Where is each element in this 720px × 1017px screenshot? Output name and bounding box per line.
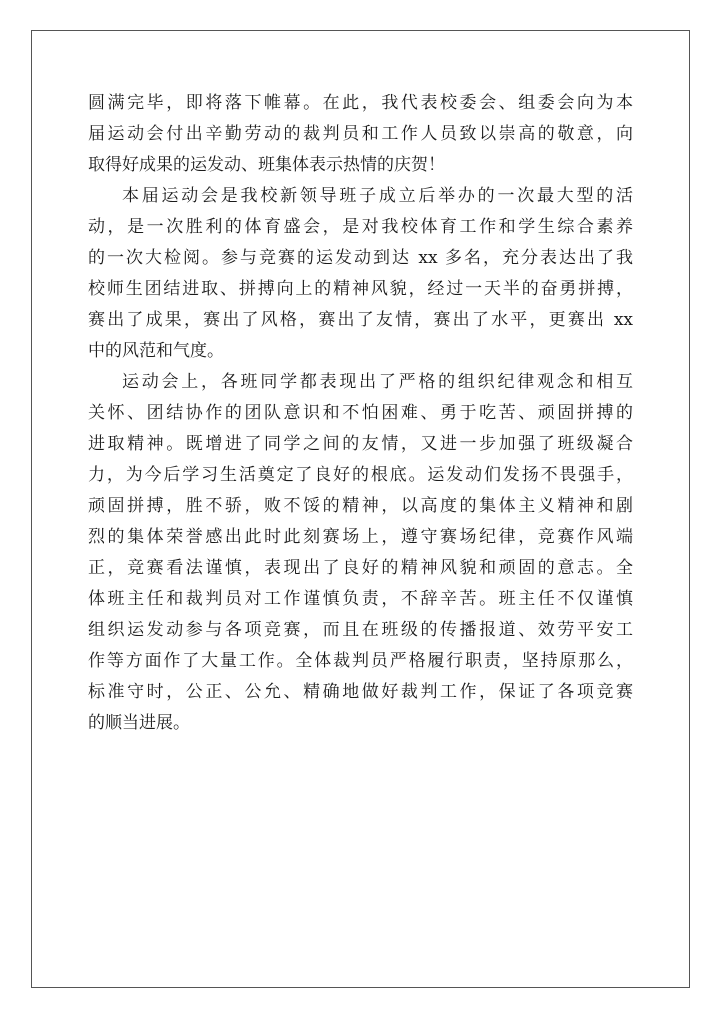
text-line: 标准守时，公正、公允、精确地做好裁判工作，保证了各项竞赛 (88, 682, 633, 702)
document-body (88, 88, 633, 739)
text-line: 组织运发动参与各项竞赛，而且在班级的传播报道、效劳平安工 (88, 620, 633, 640)
text-line: 运动会上，各班同学都表现出了严格的组织纪律观念和相互 (122, 372, 633, 392)
paragraph-3 (88, 367, 633, 739)
text-line: 顽固拼搏，胜不骄，败不馁的精神，以高度的集体主义精神和剧 (88, 496, 633, 516)
paragraph-2 (88, 181, 633, 367)
text-line: 的一次大检阅。参与竞赛的运发动到达 xx 多名，充分表达出了我 (88, 248, 633, 268)
text-line: 动，是一次胜利的体育盛会，是对我校体育工作和学生综合素养 (88, 217, 633, 237)
text-line: 作等方面作了大量工作。全体裁判员严格履行职责，坚持原那么， (88, 651, 633, 671)
text-line: 的顺当进展。 (88, 713, 190, 733)
text-line: 体班主任和裁判员对工作谨慎负责，不辞辛苦。班主任不仅谨慎 (88, 589, 633, 609)
paragraph-1 (88, 88, 633, 181)
text-line: 赛出了成果，赛出了风格，赛出了友情，赛出了水平，更赛出 xx (88, 310, 633, 330)
text-line: 中的风范和气度。 (88, 341, 224, 361)
text-line: 力，为今后学习生活奠定了良好的根底。运发动们发扬不畏强手， (88, 465, 633, 485)
text-line: 烈的集体荣誉感出此时此刻赛场上，遵守赛场纪律，竞赛作风端 (88, 527, 633, 547)
text-line: 取得好成果的运发动、班集体表示热情的庆贺！ (88, 155, 445, 175)
text-line: 本届运动会是我校新领导班子成立后举办的一次最大型的活 (122, 186, 633, 206)
text-line: 正，竞赛看法谨慎，表现出了良好的精神风貌和顽固的意志。全 (88, 558, 633, 578)
text-line: 校师生团结进取、拼搏向上的精神风貌，经过一天半的奋勇拼搏， (88, 279, 633, 299)
text-line: 关怀、团结协作的团队意识和不怕困难、勇于吃苦、顽固拼搏的 (88, 403, 633, 423)
text-line: 进取精神。既增进了同学之间的友情，又进一步加强了班级凝合 (88, 434, 633, 454)
text-line: 届运动会付出辛勤劳动的裁判员和工作人员致以崇高的敬意，向 (88, 124, 633, 144)
text-line: 圆满完毕，即将落下帷幕。在此，我代表校委会、组委会向为本 (88, 93, 633, 113)
